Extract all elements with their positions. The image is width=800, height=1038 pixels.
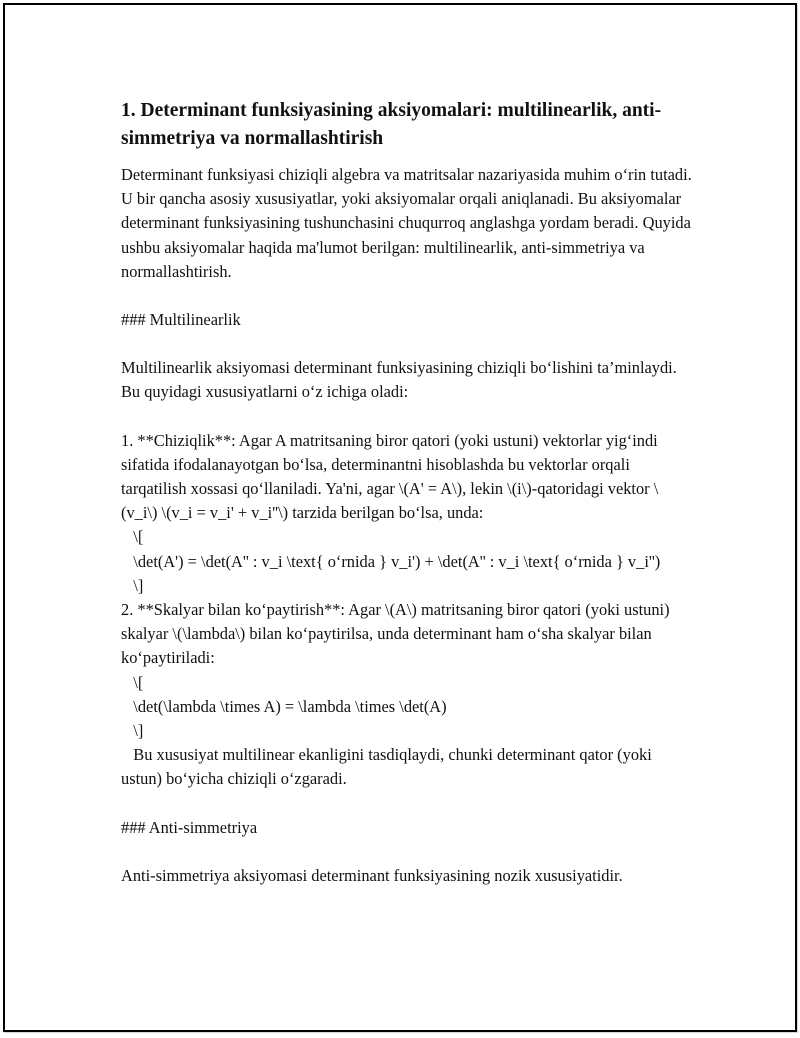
intro-paragraph: Determinant funksiyasi chiziqli algebra va matritsalar nazariyasida muhim o‘rin tutadi. U bir qancha asosiy xususiyatlar, yoki aksiyomalar orqali aniqlanadi. Bu aksiyomalar determinant funksiyasining tushunchasini chuqurroq anglashga yordam beradi. Quyida ushbu aksiyomalar haqida ma'lumot berilgan: multilinearlik, anti-simmetriya va normallashtirish. (121, 165, 696, 281)
antisymmetry-heading: ### Anti-simmetriya (121, 817, 258, 837)
multilinear-heading: ### Multilinearlik (121, 310, 241, 330)
scalar-multiplication-item: 2. **Skalyar bilan ko‘paytirish**: Agar \(A\) matritsaning biror qatori (yoki ustuni) skalyar \(\lambda\) bilan ko‘paytirilsa, unda determinant ham o‘sha skalyar bilan ko‘paytiriladi: \[ \det(\lambda \times A) = \lambda \times \det(A) \] Bu xususiyat multilinear ekanligini tasdiqlaydi, chunki determinant qator (yoki ustun) bo‘yicha chiziqli o‘zgaradi. (121, 600, 670, 789)
antisymmetry-intro-paragraph: Anti-simmetriya aksiyomasi determinant funksiyasining nozik xususiyatidir. (121, 865, 623, 885)
multilinear-intro-paragraph: Multilinearlik aksiyomasi determinant funksiyasining chiziqli bo‘lishini ta’minlaydi. Bu quyidagi xususiyatlarni o‘z ichiga oladi: (121, 358, 681, 402)
document-title: 1. Determinant funksiyasining aksiyomalari: multilinearlik, anti-simmetriya va normallashtirish (121, 100, 662, 149)
document-content (121, 97, 696, 888)
linearity-item: 1. **Chiziqlik**: Agar A matritsaning biror qatori (yoki ustuni) vektorlar yig‘indi sifatida ifodalanayotgan bo‘lsa, determinantni hisoblashda bu vektorlar orqali tarqatilish xossasi qo‘llaniladi. Ya'ni, agar \(A' = A\), lekin \(i\)-qatoridagi vektor \(v_i\) \(v_i = v_i' + v_i''\) tarzida berilgan bo‘lsa, unda: \[ \det(A') = \det(A'' : v_i \text{ o‘rnida } v_i') + \det(A'' : v_i \text{ o‘rnida } v_i'') \] (121, 430, 661, 595)
document-page (3, 3, 797, 1032)
